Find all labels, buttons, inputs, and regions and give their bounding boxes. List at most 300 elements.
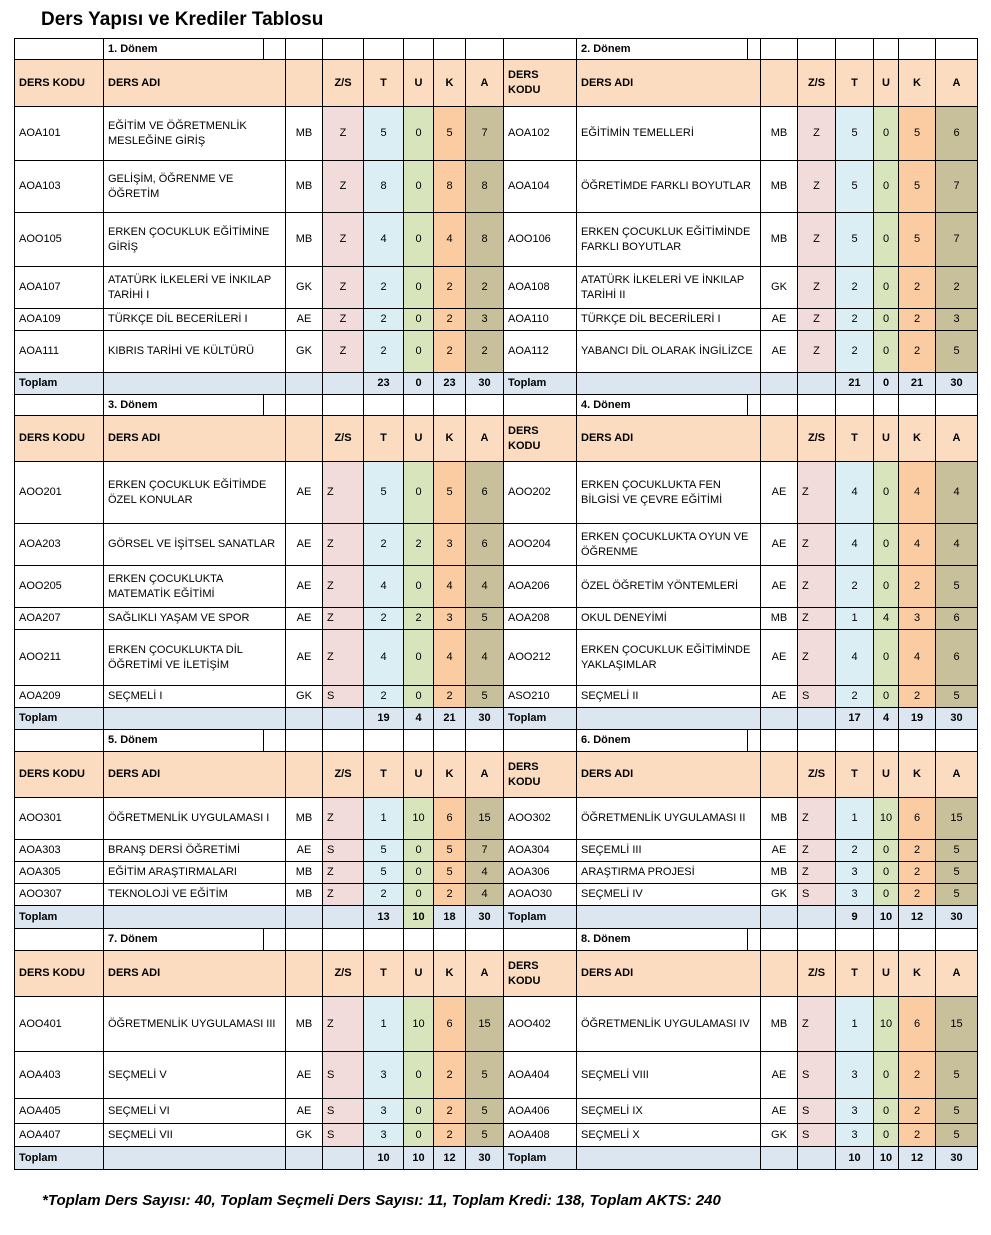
semester-row-empty [798,929,836,951]
k-cell: 5 [434,462,466,524]
u-cell: 0 [404,840,434,862]
k-cell: 2 [899,840,936,862]
t-cell: 1 [836,608,874,630]
a-cell: 8 [466,213,504,267]
u-cell: 0 [874,462,899,524]
course-code-cell: AOA103 [15,161,104,213]
course-category-cell: MB [761,213,798,267]
k-cell: 4 [899,462,936,524]
course-code-cell: AOA110 [504,309,577,331]
column-header-ders-kodu: DERS KODU [15,752,104,798]
semester-row-empty [836,929,874,951]
course-name-cell: BRANŞ DERSİ ÖĞRETİMİ [104,840,286,862]
semester-row-empty [15,730,104,752]
a-cell: 15 [466,798,504,840]
zs-cell: S [323,686,364,708]
u-cell: 0 [874,840,899,862]
t-cell: 3 [364,1124,404,1147]
semester-label: 8. Dönem [577,929,748,951]
course-row [15,630,978,686]
course-category-cell: MB [761,107,798,161]
course-name-cell: TÜRKÇE DİL BECERİLERİ I [577,309,761,331]
u-cell: 0 [404,462,434,524]
column-header-k: K [434,60,466,107]
column-header-ders-adi: DERS ADI [104,951,286,997]
u-cell: 0 [874,862,899,884]
zs-cell: S [798,884,836,906]
k-cell: 3 [434,524,466,566]
course-code-cell: AOO106 [504,213,577,267]
k-cell: 2 [434,1052,466,1099]
course-code-cell: AOA305 [15,862,104,884]
column-header-ders-adi: DERS ADI [577,416,761,462]
course-row [15,213,978,267]
course-category-cell: AE [286,840,323,862]
a-cell: 5 [936,862,978,884]
column-header-zs: Z/S [798,416,836,462]
t-cell: 2 [364,267,404,309]
k-cell: 6 [434,798,466,840]
total-label: Toplam [15,373,104,395]
t-cell: 2 [364,884,404,906]
t-cell: 1 [364,798,404,840]
course-code-cell: AOO302 [504,798,577,840]
column-header-category [286,752,323,798]
a-cell: 3 [466,309,504,331]
k-cell: 4 [434,630,466,686]
t-cell: 2 [364,309,404,331]
course-name-cell: ERKEN ÇOCUKLUK EĞİTİMİNE GİRİŞ [104,213,286,267]
semester-label: 6. Dönem [577,730,748,752]
semester-row-empty [264,395,286,416]
course-name-cell: OKUL DENEYİMİ [577,608,761,630]
column-header-category [286,60,323,107]
course-row [15,798,978,840]
t-cell: 4 [836,462,874,524]
k-cell: 2 [434,309,466,331]
course-category-cell: AE [761,462,798,524]
zs-cell: Z [798,331,836,373]
course-name-cell: EĞİTİMİN TEMELLERİ [577,107,761,161]
k-cell: 3 [899,608,936,630]
course-name-cell: KIBRIS TARİHİ VE KÜLTÜRÜ [104,331,286,373]
column-header-k: K [434,416,466,462]
t-cell: 1 [364,997,404,1052]
a-cell: 8 [466,161,504,213]
course-category-cell: MB [761,798,798,840]
t-cell: 4 [364,630,404,686]
total-empty [286,708,323,730]
semester-row-empty [874,730,899,752]
course-name-cell: ERKEN ÇOCUKLUKTA DİL ÖĞRETİMİ VE İLETİŞİM [104,630,286,686]
t-cell: 4 [364,566,404,608]
a-cell: 5 [936,840,978,862]
course-category-cell: AE [761,630,798,686]
semester-row-empty [798,730,836,752]
total-row [15,906,978,929]
t-cell: 2 [836,331,874,373]
course-category-cell: GK [761,884,798,906]
column-header-a: A [466,416,504,462]
total-u-cell: 0 [874,373,899,395]
semester-row-empty [899,395,936,416]
total-empty [761,906,798,929]
total-k-cell: 21 [434,708,466,730]
a-cell: 4 [466,566,504,608]
total-a-cell: 30 [466,1147,504,1170]
t-cell: 3 [364,1099,404,1124]
t-cell: 2 [364,608,404,630]
a-cell: 5 [936,566,978,608]
k-cell: 2 [899,267,936,309]
column-header-t: T [364,416,404,462]
course-name-cell: ÖĞRETMENLİK UYGULAMASI I [104,798,286,840]
zs-cell: S [323,1052,364,1099]
column-header-row [15,951,978,997]
course-row [15,884,978,906]
total-u-cell: 0 [404,373,434,395]
column-header-category [761,416,798,462]
total-row [15,373,978,395]
t-cell: 5 [364,840,404,862]
course-category-cell: MB [286,997,323,1052]
course-code-cell: AOO301 [15,798,104,840]
a-cell: 2 [936,267,978,309]
course-category-cell: AE [761,524,798,566]
zs-cell: Z [323,213,364,267]
total-t-cell: 10 [364,1147,404,1170]
course-category-cell: MB [286,161,323,213]
zs-cell: Z [798,524,836,566]
a-cell: 5 [466,608,504,630]
column-header-k: K [434,752,466,798]
t-cell: 1 [836,997,874,1052]
total-u-cell: 10 [874,906,899,929]
total-t-cell: 19 [364,708,404,730]
a-cell: 4 [936,462,978,524]
a-cell: 5 [936,331,978,373]
t-cell: 4 [836,524,874,566]
zs-cell: S [323,840,364,862]
k-cell: 2 [899,566,936,608]
course-name-cell: ÖĞRETMENLİK UYGULAMASI II [577,798,761,840]
course-category-cell: MB [286,213,323,267]
total-k-cell: 12 [899,906,936,929]
u-cell: 0 [404,309,434,331]
zs-cell: Z [798,213,836,267]
total-empty [104,906,286,929]
course-category-cell: AE [286,309,323,331]
total-empty [798,906,836,929]
u-cell: 0 [404,630,434,686]
zs-cell: Z [323,267,364,309]
course-name-cell: ARAŞTIRMA PROJESİ [577,862,761,884]
course-row [15,840,978,862]
zs-cell: Z [323,862,364,884]
semester-row-empty [899,929,936,951]
zs-cell: Z [323,630,364,686]
a-cell: 2 [466,267,504,309]
semester-row-empty [504,929,577,951]
total-u-cell: 10 [404,906,434,929]
semester-row-empty [874,395,899,416]
k-cell: 5 [899,161,936,213]
course-code-cell: AOA404 [504,1052,577,1099]
k-cell: 2 [899,1124,936,1147]
a-cell: 7 [936,161,978,213]
total-t-cell: 21 [836,373,874,395]
column-header-a: A [936,60,978,107]
a-cell: 7 [466,840,504,862]
total-k-cell: 19 [899,708,936,730]
column-header-ders-adi: DERS ADI [577,752,761,798]
column-header-k: K [434,951,466,997]
k-cell: 5 [434,107,466,161]
u-cell: 0 [404,566,434,608]
u-cell: 0 [404,161,434,213]
course-category-cell: MB [761,862,798,884]
zs-cell: S [798,1052,836,1099]
t-cell: 5 [836,213,874,267]
column-header-u: U [874,60,899,107]
column-header-k: K [899,60,936,107]
semester-row-empty [466,39,504,60]
course-code-cell: AOA111 [15,331,104,373]
u-cell: 10 [874,798,899,840]
column-header-k: K [899,951,936,997]
u-cell: 2 [404,524,434,566]
column-header-a: A [466,60,504,107]
t-cell: 2 [836,309,874,331]
a-cell: 6 [936,107,978,161]
course-category-cell: MB [761,161,798,213]
u-cell: 0 [874,1124,899,1147]
zs-cell: Z [798,608,836,630]
t-cell: 3 [836,1052,874,1099]
course-row [15,462,978,524]
semester-row-empty [364,395,404,416]
semester-row-empty [936,39,978,60]
course-code-cell: AOA104 [504,161,577,213]
total-t-cell: 17 [836,708,874,730]
course-code-cell: AOO204 [504,524,577,566]
u-cell: 10 [874,997,899,1052]
a-cell: 4 [466,862,504,884]
column-header-zs: Z/S [798,752,836,798]
course-code-cell: AOO205 [15,566,104,608]
semester-row-empty [264,730,286,752]
column-header-a: A [936,951,978,997]
u-cell: 2 [404,608,434,630]
semester-header-row [15,39,978,60]
t-cell: 4 [836,630,874,686]
course-name-cell: ERKEN ÇOCUKLUK EĞİTİMDE ÖZEL KONULAR [104,462,286,524]
course-name-cell: SEÇMELİ VI [104,1099,286,1124]
semester-row-empty [323,395,364,416]
column-header-k: K [899,416,936,462]
u-cell: 0 [404,213,434,267]
u-cell: 0 [874,566,899,608]
column-header-zs: Z/S [798,60,836,107]
course-code-cell: AOO402 [504,997,577,1052]
total-empty [286,373,323,395]
course-row [15,309,978,331]
course-category-cell: MB [286,862,323,884]
a-cell: 15 [936,997,978,1052]
course-code-cell: AOA306 [504,862,577,884]
course-name-cell: SEÇMELİ I [104,686,286,708]
column-header-t: T [364,752,404,798]
total-label: Toplam [15,708,104,730]
zs-cell: Z [798,267,836,309]
semester-row-empty [761,39,798,60]
semester-header-row [15,395,978,416]
semester-row-empty [264,929,286,951]
course-category-cell: AE [286,524,323,566]
semester-row-empty [323,929,364,951]
total-empty [323,1147,364,1170]
course-code-cell: AOA408 [504,1124,577,1147]
a-cell: 7 [466,107,504,161]
k-cell: 2 [899,309,936,331]
course-code-cell: AOO401 [15,997,104,1052]
column-header-u: U [874,416,899,462]
total-empty [577,1147,761,1170]
u-cell: 0 [874,686,899,708]
u-cell: 0 [874,267,899,309]
zs-cell: Z [798,462,836,524]
semester-row-empty [936,929,978,951]
total-label: Toplam [15,1147,104,1170]
total-t-cell: 10 [836,1147,874,1170]
semester-row-empty [434,929,466,951]
total-k-cell: 23 [434,373,466,395]
zs-cell: Z [798,309,836,331]
total-a-cell: 30 [936,1147,978,1170]
course-code-cell: AOO202 [504,462,577,524]
k-cell: 5 [434,862,466,884]
zs-cell: S [798,1124,836,1147]
k-cell: 2 [899,1052,936,1099]
zs-cell: Z [798,107,836,161]
u-cell: 0 [404,862,434,884]
column-header-zs: Z/S [798,951,836,997]
zs-cell: Z [323,462,364,524]
course-category-cell: GK [761,1124,798,1147]
column-header-row [15,752,978,798]
semester-row-empty [836,39,874,60]
course-row [15,1124,978,1147]
total-empty [286,1147,323,1170]
k-cell: 2 [899,884,936,906]
total-empty [798,373,836,395]
column-header-u: U [404,60,434,107]
column-header-ders-adi: DERS ADI [104,752,286,798]
a-cell: 5 [466,1052,504,1099]
semester-row-empty [899,730,936,752]
a-cell: 4 [466,630,504,686]
course-name-cell: ERKEN ÇOCUKLUKTA MATEMATİK EĞİTİMİ [104,566,286,608]
course-category-cell: GK [286,686,323,708]
semester-row-empty [748,929,761,951]
column-header-u: U [874,752,899,798]
t-cell: 5 [364,862,404,884]
semester-row-empty [466,730,504,752]
column-header-a: A [466,752,504,798]
column-header-ders-adi: DERS ADI [104,60,286,107]
semester-row-empty [874,39,899,60]
course-category-cell: AE [286,630,323,686]
k-cell: 4 [899,630,936,686]
column-header-category [761,951,798,997]
k-cell: 5 [899,107,936,161]
semester-row-empty [15,39,104,60]
u-cell: 0 [874,1052,899,1099]
total-row [15,1147,978,1170]
column-header-zs: Z/S [323,752,364,798]
semester-header-row [15,929,978,951]
total-label: Toplam [504,373,577,395]
semester-row-empty [434,395,466,416]
t-cell: 2 [364,331,404,373]
course-row [15,862,978,884]
total-label: Toplam [504,708,577,730]
total-u-cell: 4 [404,708,434,730]
zs-cell: Z [798,161,836,213]
semester-row-empty [364,730,404,752]
course-name-cell: SEÇMELİ II [577,686,761,708]
semester-row-empty [286,395,323,416]
total-u-cell: 4 [874,708,899,730]
column-header-t: T [836,752,874,798]
column-header-ders-adi: DERS ADI [104,416,286,462]
semester-row-empty [899,39,936,60]
column-header-a: A [936,752,978,798]
zs-cell: Z [798,862,836,884]
u-cell: 10 [404,798,434,840]
semester-row-empty [15,929,104,951]
column-header-zs: Z/S [323,60,364,107]
u-cell: 0 [404,267,434,309]
course-name-cell: ÖĞRETMENLİK UYGULAMASI IV [577,997,761,1052]
t-cell: 5 [364,462,404,524]
t-cell: 2 [836,840,874,862]
a-cell: 6 [466,462,504,524]
total-label: Toplam [15,906,104,929]
total-row [15,708,978,730]
semester-row-empty [364,929,404,951]
course-code-cell: AOO307 [15,884,104,906]
column-header-t: T [836,416,874,462]
zs-cell: Z [323,997,364,1052]
total-a-cell: 30 [466,708,504,730]
k-cell: 2 [434,884,466,906]
total-t-cell: 23 [364,373,404,395]
semester-row-empty [761,395,798,416]
course-category-cell: AE [761,309,798,331]
course-code-cell: AOO211 [15,630,104,686]
a-cell: 5 [936,1052,978,1099]
column-header-a: A [936,416,978,462]
zs-cell: S [798,1099,836,1124]
zs-cell: Z [323,107,364,161]
course-category-cell: GK [286,1124,323,1147]
zs-cell: Z [798,840,836,862]
course-code-cell: AOO212 [504,630,577,686]
a-cell: 4 [466,884,504,906]
column-header-a: A [466,951,504,997]
course-category-cell: AE [761,840,798,862]
